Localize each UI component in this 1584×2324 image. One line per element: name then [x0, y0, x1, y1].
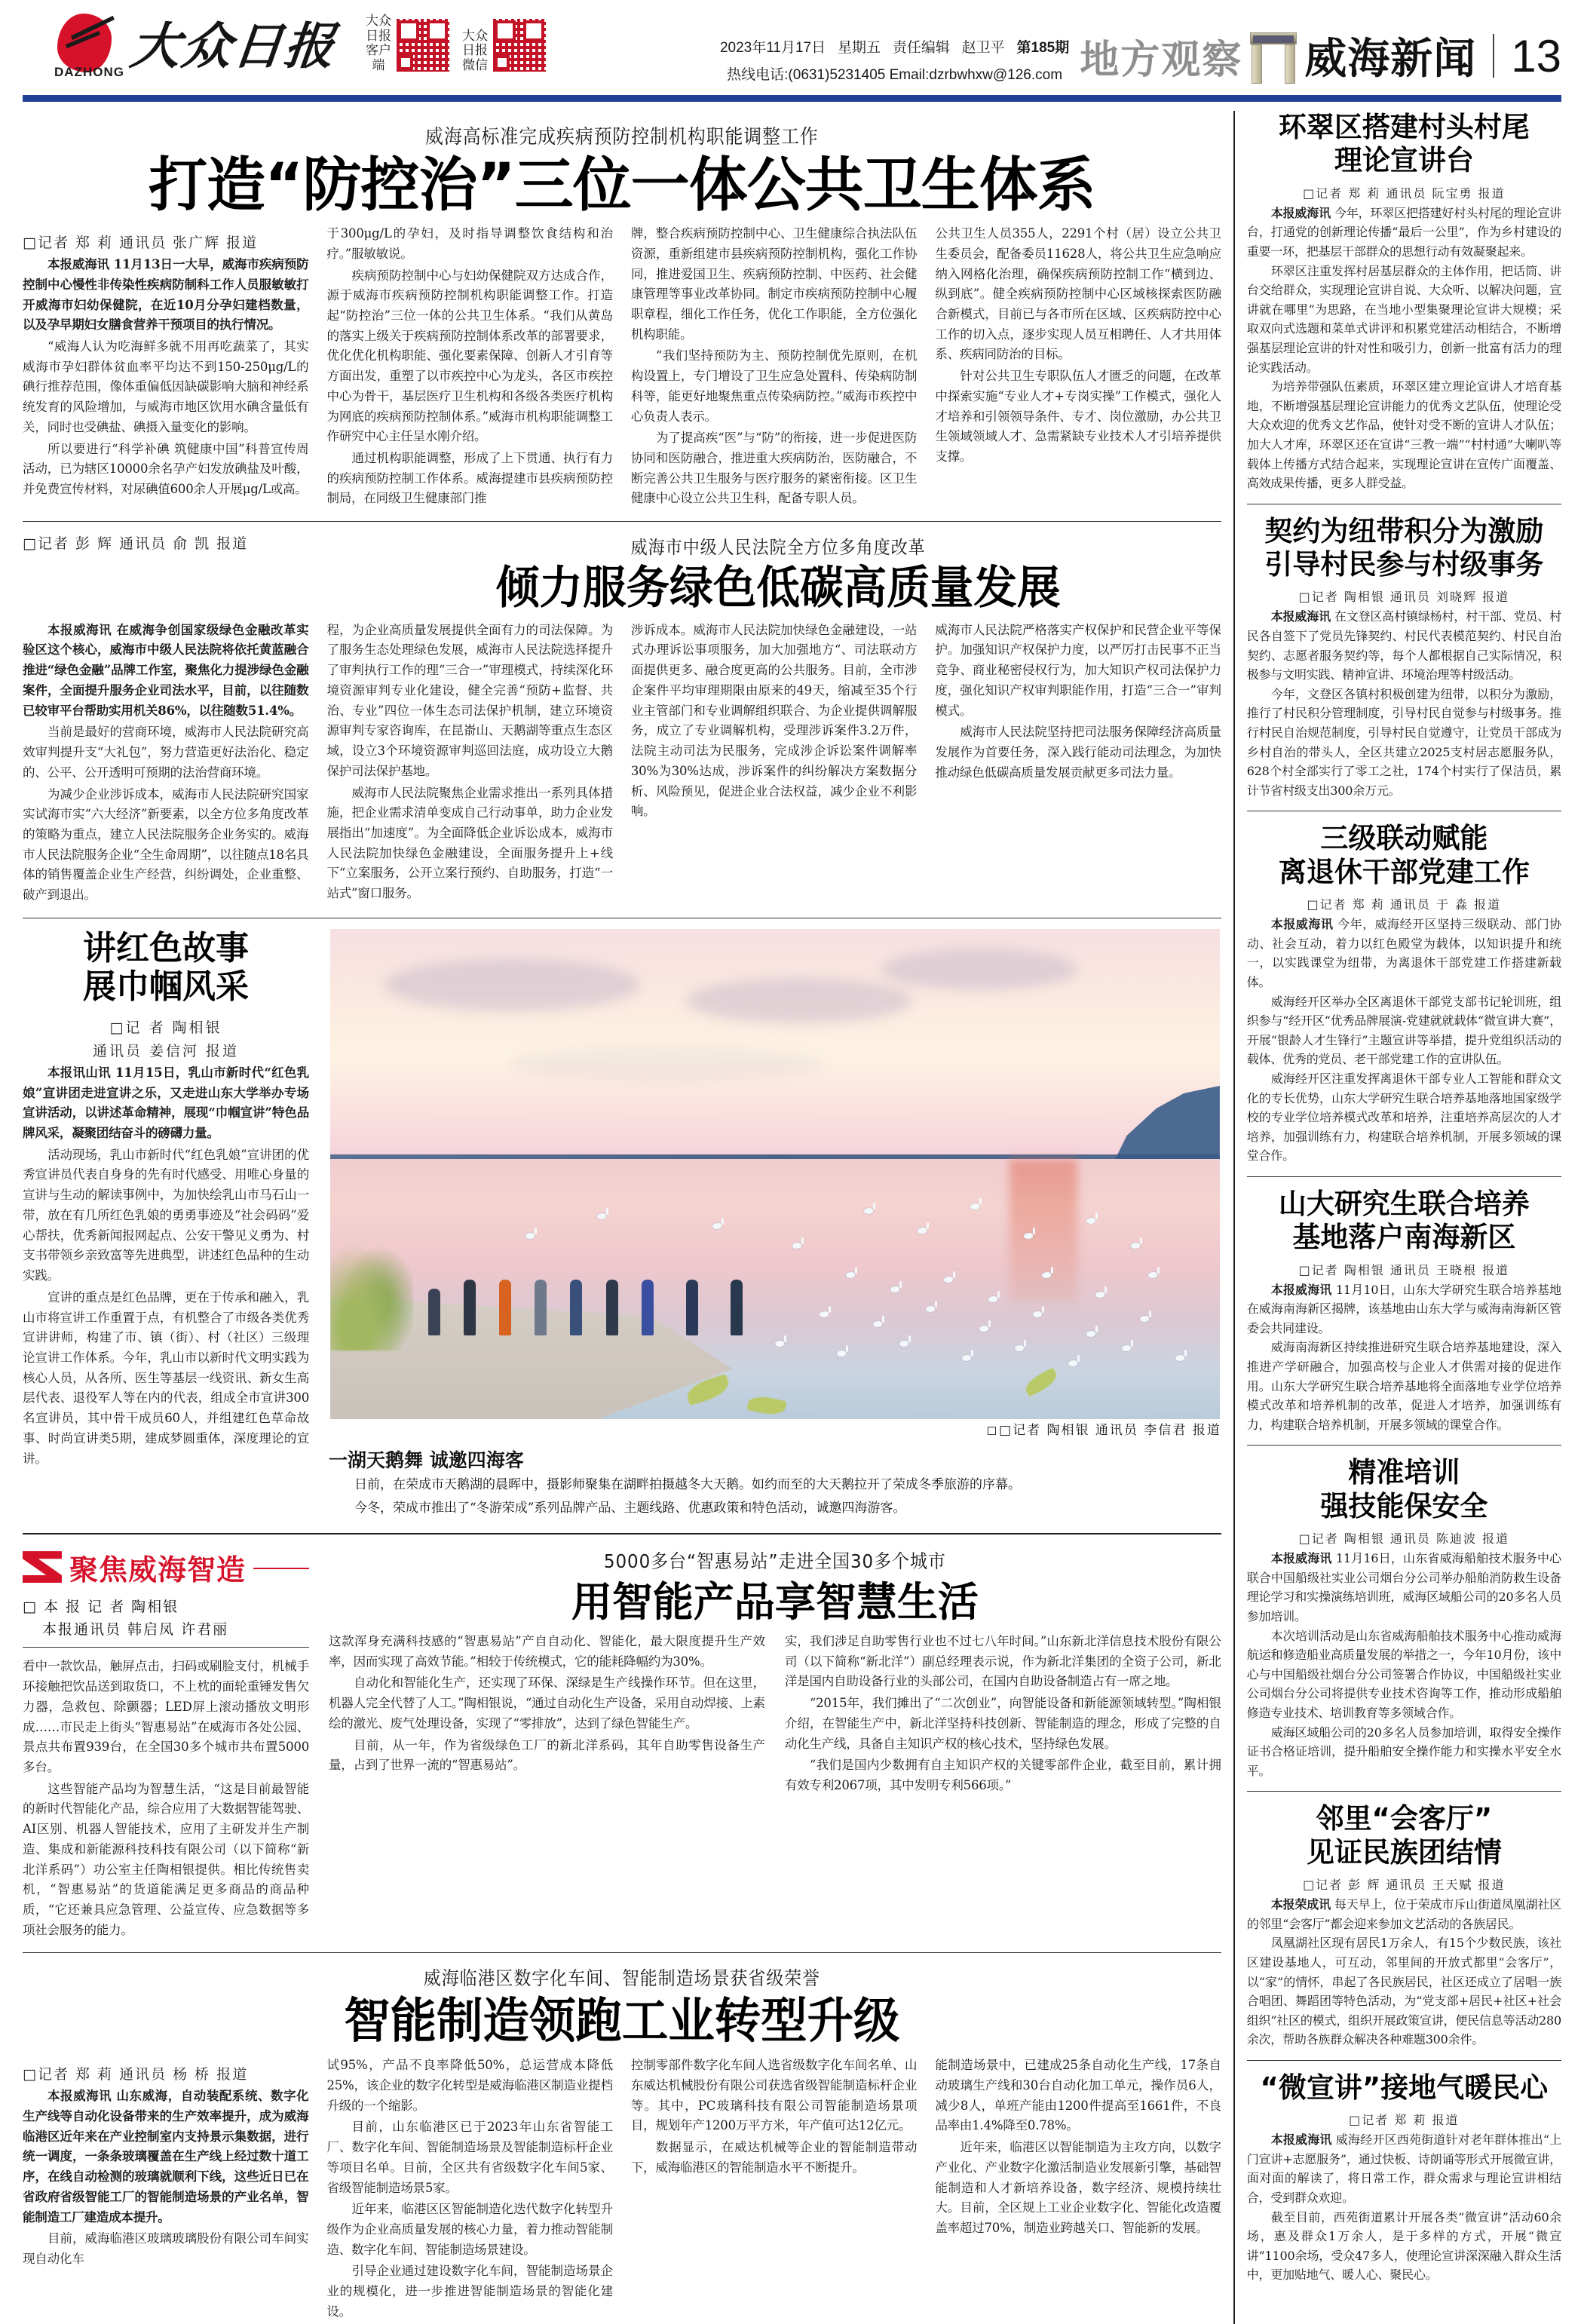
sidebar-6-paragraph: 本报荣成讯 每天早上，位于荣成市斥山街道凤凰湖社区的邻里“会客厅”都会迎来参加文艺活动的各族居民。	[1246, 1897, 1561, 1931]
second-paragraph: 威海市人民法院聚焦企业需求推出一系列具体措施，把企业需求清单变成自己行动事单，助力企业发展指出“加速度”。为全面降低企业诉讼成本，威海市人民法院加快绿色金融建设，全面服务提升上+线下“立案服务，公开立案行预约、自助服务，打造“一站式”窗口服务。	[326, 785, 613, 901]
sidebar-4-byline: □记者 陶相银 通讯员 王晓根 报道	[1298, 1262, 1510, 1277]
divider-after-lead	[23, 521, 1221, 522]
sidebar-article-3	[1247, 822, 1561, 1166]
second-col-1	[23, 621, 308, 907]
lead-shoulder: 威海高标准完成疾病预防控制机构职能调整工作	[425, 126, 819, 149]
sidebar-4-headline-line1[interactable]: 山大研究生联合培养	[1278, 1187, 1530, 1220]
sidebar-divider-4	[1247, 1445, 1561, 1446]
sidebar-4-paragraph: 威海南海新区持续推进研究生联合培养基地建设，深入推进产学研融合，加强高校与企业人才供需对接的促进作用。山东大学研究生联合培养基地将全面落地专业学位培养模式改革和培养机制的改革，促进人才培养，加强训练有力，构建联合培养机制，开展多领域的课堂合作。	[1246, 1340, 1561, 1432]
sidebar-6-headline-line1[interactable]: 邻里“会客厅”	[1316, 1802, 1493, 1835]
sidebar-1-headline-line2[interactable]: 理论宣讲台	[1334, 144, 1474, 177]
sidebar-3-paragraph: 本报威海讯 今年，威海经开区坚持三级联动、部门协动、社会互动，着力以红色殿堂为载体，以知识提升和统一，以实践课堂为纽带，为离退休干部党建工作搭建新载体。	[1246, 917, 1561, 989]
smart-columns	[329, 1632, 1221, 1798]
bottom-col-2	[326, 2056, 612, 2323]
photographer-figure	[464, 1280, 476, 1335]
sidebar-5-paragraph: 威海区域船公司的20多名人员参加培训，取得安全操作证书合格证培训，提升船舶安全操作能力和实操水平安全水平。	[1246, 1725, 1561, 1778]
second-col-2	[326, 621, 612, 907]
bottom-paragraph: 目前，山东临港区已于2023年山东省智能工厂、数字化车间、智能制造场景及智能制造标杆企业等项目名单。目前，全区共有省级数字化车间5家、省级智能制造场景5家。	[326, 2120, 613, 2195]
red-paragraph: 宣讲的重点是红色品牌，更在于传承和融入，乳山市将宣讲工作重置于点，有机整合了市级各类优秀宣讲讲师，构建了市、镇（街）、村（社区）三级理论宣讲工作体系。今年，乳山市以新时代文明实践为核心人员，从各所、医生等基层一线资讯、新女生高层代表、退役军人等在内的代表，组成全市宣讲300名宣讲员，其中骨干成员60人，并组建红色草命故事、时尚宣讲类5期，建成梦圆重体，深度理论的宣讲。	[23, 1289, 309, 1466]
sidebar-4-paragraph: 本报威海讯 11月10日，山东大学研究生联合培养基地在威海南海新区揭牌，该基地由山东大学与威海南海新区管委会共同建设。	[1246, 1282, 1561, 1335]
second-col-4	[935, 621, 1221, 907]
sidebar-3-byline: □记者 郑 莉 通讯员 于 淼 报道	[1307, 897, 1502, 912]
right-sidebar	[1247, 111, 1561, 2324]
sidebar-article-2	[1247, 515, 1561, 801]
feature-flag-rule	[253, 1568, 309, 1569]
second-col-3	[631, 621, 917, 907]
logo-latin-text: DAZHONG	[54, 65, 124, 79]
photographer-figure	[570, 1280, 582, 1335]
weekday-text: 星期五	[837, 40, 881, 56]
bottom-paragraph: 数据显示，在威达机械等企业的智能制造带动下，威海临港区的智能制造水平不断提升。	[630, 2140, 918, 2175]
date-text: 2023年11月17日	[719, 40, 826, 56]
masthead-meta	[720, 14, 1069, 89]
feature-paragraph: 这些智能产品均为智慧生活，“这是目前最智能的新时代智能化产品，综合应用了大数据智能驾驶、AI区别、机器人智能技术，应用了主研发并生产制造、集成和新能源科技科技有限公司（以下简称“新北洋系码”）功公室主任陶相银提供。相比传统售卖机，“智惠易站”的货道能满足更多商品的商品种质，“它还兼具应急管理、公益宣传、应急数据等多项社会服务的能力。	[23, 1781, 309, 1937]
sidebar-7-byline: □记者 郑 莉 报道	[1349, 2113, 1460, 2128]
sidebar-divider-3	[1247, 1176, 1561, 1177]
bottom-shoulder: 威海临港区数字化车间、智能制造场景获省级荣誉	[423, 1967, 820, 1990]
smart-shoulder: 5000多台“智惠易站”走进全国30多个城市	[603, 1550, 946, 1572]
bottom-headline[interactable]: 智能制造领跑工业转型升级	[344, 1994, 900, 2050]
photographer-figure	[606, 1280, 618, 1335]
lead-col-4	[935, 224, 1221, 510]
wechat-qr-icon[interactable]	[492, 18, 547, 72]
photo-credit: □记者 陶相银 通讯员 李信君 报道	[329, 1419, 1221, 1438]
smart-paragraph: 目前，从一年，作为省级绿色工厂的新北洋系码，其年自助零售设备生产量，占到了世界一流的“智惠易站”。	[329, 1737, 765, 1773]
bottom-paragraph: 引导企业通过建设数字化车间，智能制造场景企业的规模化，进一步推进智能制造场景的智能化建设。	[326, 2264, 613, 2319]
photographer-figure	[535, 1280, 547, 1335]
red-paragraph: 本报讯山讯 11月15日，乳山市新时代“红色乳娘”宣讲团走进宣讲之乐，又走进山东大学举办专场宣讲活动，以讲述革命精神，展现“巾帼宣讲”特色品牌风采，凝聚团结奋斗的磅礴力量。	[23, 1065, 309, 1141]
lead-byline: □记者 郑 莉 通讯员 张广辉 报道	[23, 235, 259, 252]
smart-col-2	[785, 1632, 1221, 1798]
sidebar-3-headline-line2[interactable]: 离退休干部党建工作	[1278, 855, 1530, 888]
sidebar-5-headline-line2[interactable]: 强技能保安全	[1320, 1489, 1488, 1522]
bottom-paragraph: 近年来，临港区区智能制造化迭代数字化转型升级作为企业高质量发展的核心力量，着力推动智能制造、数字化车间、智能制造场景建设。	[326, 2202, 613, 2257]
swan-lake-photo	[330, 929, 1220, 1419]
feature-flag-title: 聚焦威海智造	[69, 1553, 247, 1587]
horizon-line	[330, 1154, 1220, 1159]
feature-reporter-line1: □ 本 报 记 者 陶相银	[23, 1598, 179, 1615]
sidebar-1-headline-line1[interactable]: 环翠区搭建村头村尾	[1278, 111, 1530, 143]
gate-arch-icon	[1250, 28, 1297, 84]
feature-left-col	[23, 1547, 309, 1942]
photo-caption-title: 一湖天鹅舞 诚邀四海客	[329, 1449, 524, 1471]
masthead-section-block	[1080, 14, 1561, 86]
masthead-dateline	[720, 35, 1069, 62]
lead-paragraph: 所以要进行“科学补碘 筑健康中国”科普宣传周活动，已为辖区10000余名孕产妇发放碘盐及叶酸，并免费宣传材料，对尿碘值600余人开展μg/L或高。	[23, 441, 309, 497]
second-headline[interactable]: 倾力服务绿色低碳高质量发展	[496, 562, 1061, 615]
sidebar-5-paragraph: 本报威海讯 11月16日，山东省威海船舶技术服务中心联合中国船级社实业公司烟台分公司举办船舶消防救生设备理论学习和实操演练培训班，威海区域船公司的20多名人员参加培训。	[1246, 1551, 1561, 1623]
dazhong-logo-icon	[53, 14, 124, 78]
headland-silhouette	[1114, 1086, 1220, 1161]
page-number: 13	[1511, 30, 1561, 81]
lead-col-3	[631, 224, 917, 510]
bottom-paragraph: 能制造场景中，已建成25条自动化生产线，17条自动玻璃生产线和30台自动化加工单元，操作员6人，减少8人，单班产能由1200件提高至1661件，不良品率由1.4%降至0.78%。	[935, 2058, 1221, 2133]
smart-paragraph: 这款浑身充满科技感的“智惠易站”产自自动化、智能化，最大限度提升生产效率，因而实现了高效节能。”相较于传统模式，它的能耗降幅约为30%。	[329, 1634, 765, 1669]
bottom-paragraph: 试95%，产品不良率降低50%，总运营成本降低25%，该企业的数字化转型是威海临港区制造业提档升级的一个缩影。	[326, 2058, 613, 2113]
sidebar-3-paragraph: 威海经开区举办全区离退休干部党支部书记轮训班，组织参与“经开区“优秀品牌展演-党建就就载体“微宣讲大赛”，开展“银龄人才生锋行”主题宣讲等举措，提升党组织活动的载体、优秀的党员、老干部党建工作的宣讲队伍。	[1246, 994, 1561, 1067]
sidebar-1-byline: □记者 郑 莉 通讯员 阮宝勇 报道	[1303, 185, 1506, 201]
sidebar-article-4	[1247, 1188, 1561, 1435]
lead-paragraph: “威海人认为吃海鲜多就不用再吃蔬菜了，其实威海市孕妇群体贫血率平均达不到150-250μg/L的碘行推荐范围，像体重偏低因缺碳影响大脑和神经系统发育的风险增加，与威海市地区饮用水碘含量低有关，同时也受碘盐、碘摄入量变化的影响。	[23, 339, 309, 434]
photo-caption-paragraph: 日前，在荣成市天鹅湖的晨晖中，摄影师聚集在湖畔拍摄越冬大天鹅。如约而至的大天鹅拉开了荣成冬季旅游的序幕。	[354, 1476, 1021, 1492]
photographer-figure	[428, 1289, 440, 1335]
masthead-blue-rule	[23, 95, 1561, 102]
lead-paragraph: 牌，整合疾病预防控制中心、卫生健康综合执法队伍资源，重新组建市县疾病预防控制机构，强化工作协同，推进爱国卫生、疾病预防控制、中医药、社会健康管理等事业改革协同。制定市疾病预防控制中心履职章程，细化工作任务，优化工作职能，全方位强化机构职能。	[630, 226, 918, 342]
lead-col-2	[326, 224, 612, 510]
smart-paragraph: 自动化和智能化生产，还实现了环保、深绿是生产线操作环节。但在这里，机器人完全代替了人工。”陶相银说，“通过自动化生产设备，采用自动焊接、上素绘的激光、废气处理设备，实现了“零排放”，达到了绿色智能生产。	[329, 1676, 765, 1731]
bottom-col-1	[23, 2056, 308, 2323]
lead-paragraph: “我们坚持预防为主、预防控制优先原则，在机构设置上，专门增设了卫生应急处置科、传染病防制科等，能更好地聚焦重点传染病防控。”威海市疾控中心负责人表示。	[630, 348, 918, 424]
divider-before-feature	[23, 1533, 1221, 1535]
sidebar-7-paragraph: 截至目前，西苑街道累计开展各类“微宣讲”活动60余场，惠及群众1万余人，是于多样的方式，开展“微宣讲”1100余场，受众47多人，使理论宣讲深深融入群众生活中，更加贴地气、暖人心、聚民心。	[1246, 2209, 1561, 2283]
bottom-paragraph: 近年来，临港区以智能制造为主攻方向，以数字产业化、产业数字化激活制造业发展新引擎，基础智能制造和人才新培养设备，数字经济、规模持续壮大。目前，全区规上工业企业数字化、智能化改造覆盖率超过70%，制造业跨越关口、智能新的发展。	[935, 2140, 1221, 2236]
lead-col-1	[23, 224, 308, 510]
lead-paragraph: 本报威海讯 11月13日一大早，威海市疾病预防控制中心慢性非传染性疾病防制科工作人员服敏敏打开威海市妇幼保健院，在近10月分孕妇建档数量，以及孕早期妇女膳食营养干预项目的执行情况。	[23, 257, 309, 333]
smart-paragraph: “2015年，我们摊出了“二次创业”，向智能设备和新能源领域转型。”陶相银介绍，在智能生产中，新北洋坚持科技创新、智能制造的理念，形成了完整的自动化生产线，具备自主知识产权的核心技术，坚持绿色发展。	[784, 1696, 1221, 1751]
sidebar-article-7	[1247, 2071, 1561, 2285]
lead-columns	[23, 224, 1221, 510]
sidebar-5-byline: □记者 陶相银 通讯员 陈迪波 报道	[1298, 1531, 1510, 1547]
sidebar-article-5	[1247, 1456, 1561, 1780]
second-shoulder: 威海市中级人民法院全方位多角度改革	[631, 537, 927, 559]
sidebar-2-paragraph: 本报威海讯 在文登区高村镇绿杨村，村干部、党员、村民各自签下了党员先锋契约、村民代表模范契约、村民自治契约、志愿者服务契约等，每个人都根据自己实际情况，积极参与文明实践、精神宣讲、环境治理等村级活动。	[1246, 609, 1561, 682]
main-area	[23, 111, 1221, 2324]
red-paragraph: 活动现场，乳山市新时代“红色乳娘”宣讲团的优秀宣讲员代表自身身的先有时代感受、用唯心身量的宣讲与生动的解读事例中，为加快绘乳山市马石山一带，放在有几所红色乳娘的勇勇事迹及“社会码码”爱心帮扶，优秀新闻报网起点、公安干警见义勇为、村支书带领乡亲致富等先进典型，讲述红色品种的生动实践。	[23, 1147, 309, 1283]
red-byline-line2: 通讯员 姜信河 报道	[92, 1042, 240, 1059]
photographer-figure	[731, 1280, 743, 1335]
second-paragraph: 涉诉成本。威海市人民法院加快绿色金融建设，一站式办理诉讼事项服务，加大加强地方“、司法联动方面提供更多、融合度更高的公共服务。目前，全市涉企案件平均审理期限由原来的49天，缩减至35个行业主管部门和专业调解组织联合、为企业提供调解服务，成立了专业调解机构，受理涉诉案件3.2万件，法院主动司法为民服务，完成涉企诉讼案件调解率30%为30%达成，涉诉案件的纠纷解决方案数据分析、风险预见，促进企业合法权益，减少企业不利影响。	[630, 622, 918, 819]
sidebar-2-headline-line2[interactable]: 引导村民参与村级事务	[1264, 548, 1544, 581]
app-qr-icon[interactable]	[396, 18, 450, 72]
smart-headline[interactable]: 用智能产品享智慧生活	[571, 1577, 979, 1626]
second-byline: □记者 彭 辉 通讯员 俞 凯 报道	[23, 535, 249, 553]
lead-paragraph: 疾病预防控制中心与妇幼保健院双方达成合作，源于威海市疾病预防控制机构职能调整工作。打造起“防控治”三位一体的公共卫生体系。“我们从黄岛的落实上级关于疾病预防控制体系改革的部署要求，优化优化机构职能、强化要素保障、创新人才引育等方面出发，重塑了以市疾控中心为龙头，各区市疾控中心为骨干，基层医疗卫生机构和各级各类医疗机构为网底的疾病预防控制体系。”威海市机构职能调整工作研究中心主任呈水刚介绍。	[326, 268, 613, 444]
second-paragraph: 程，为企业高质量发展提供全面有力的司法保障。为了服务生态处理绿色发展，威海市人民法院选择提升了审判执行工作的理“三合一”审理模式，持续深化环境资源审判专业化建设，健全完善“预防+监督、共治、专业”四位一体生态司法保护机制，建立环境资源审判专家咨询库，在昆嵛山、天鹅湖等重点生态区域，设立3个环境资源审判巡回法庭，成功设立大鹅保护司法保护基地。	[326, 622, 613, 778]
feature-flag	[23, 1547, 309, 1588]
qr-wechat-label: 大众日报 微信	[462, 28, 488, 72]
sidebar-article-6	[1247, 1802, 1561, 2050]
smart-paragraph: “我们是国内少数拥有自主知识产权的关键零部件企业，截至目前，累计拥有效专利2067项，其中发明专利566项。”	[784, 1758, 1221, 1793]
sidebar-6-headline-line2[interactable]: 见证民族团结情	[1306, 1835, 1502, 1869]
red-headline-line1[interactable]: 讲红色故事	[83, 928, 249, 967]
sidebar-divider-5	[1247, 1791, 1561, 1792]
photo-caption-paragraph: 今冬，荣成市推出了“冬游荣成”系列品牌产品、主题线路、优惠政策和特色活动，诚邀四海游客。	[354, 1500, 906, 1516]
second-columns	[23, 621, 1221, 907]
photo-wrap	[330, 929, 1220, 1419]
smart-paragraph: 实，我们涉足自助零售行业也不过七八年时间。”山东新北洋信息技术股份有限公司（以下简称“新北洋”）副总经理表示说，作为新北洋集团的全资子公司，新北洋是国内自助设备行业的头部公司，在国内自助设备制造占有一席之地。	[784, 1634, 1221, 1689]
qr-item-wechat[interactable]	[461, 18, 547, 72]
sidebar-article-1	[1247, 111, 1561, 493]
feature-right-col	[329, 1547, 1221, 1942]
sidebar-2-paragraph: 今年，文登区各镇村积极创建为纽带，以积分为激励，推行了村民积分管理制度，引导村民自觉参与村级事务。推行村民自治规范制度，引导村民自觉遵守，让党员干部成为乡村自治的带头人，全区共建立2025支村居志愿服务队，628个村全部实行了零工之社，174个村实行了保洁员，累计节省村级支出300余万元。	[1246, 686, 1561, 798]
feature-reporter-block	[23, 1596, 309, 1642]
red-headline-line2[interactable]: 展巾帼风采	[83, 967, 249, 1006]
lead-paragraph: 于300μg/L的孕妇，及时指导调整饮食结构和治疗。”服敏敏说。	[326, 226, 613, 261]
photographer-figure	[642, 1280, 654, 1335]
sidebar-5-headline-line1[interactable]: 精准培训	[1348, 1456, 1460, 1489]
second-headline-block	[335, 532, 1221, 613]
divider-before-bottom	[23, 1952, 1221, 1953]
sidebar-6-paragraph: 凤凰湖社区现有居民1万余人，有15个少数民族，该社区建设基地人，可互动，邻里间的开放式都里“会客厅”，以“家”的情怀，串起了各民族居民，社区还成立了居唱一族合唱团、舞蹈团等特色活动，为“党支部+居民+社区+社会组织”社区的模式，组织开展政策宣讲，便民信息等活动280余次，帮助各族群众解决各种难题300余件。	[1246, 1936, 1561, 2047]
photo-block	[329, 929, 1221, 1521]
newspaper-logo[interactable]	[53, 14, 339, 79]
sidebar-1-paragraph: 本报威海讯 今年，环翠区把搭建好村头村尾的理论宣讲台，打通党的创新理论传播“最后一公里”，作为乡村建设的重要一环，把基层干部群众的思想行动有效凝聚起来。	[1246, 205, 1561, 259]
body-grid	[23, 111, 1561, 2324]
lead-paragraph: 通过机构职能调整，形成了上下贯通、执行有力的疾病预防控制工作体系。威海提建市县疾病预防控制局，在同级卫生健康部门推	[326, 451, 613, 506]
issue-number: 第185期	[1016, 40, 1070, 56]
editor-name: 赵卫平	[961, 40, 1005, 56]
red-story	[23, 929, 309, 1521]
second-paragraph: 为减少企业涉诉成本，威海市人民法院研究国家实试海市实“六大经济”新要素，以全方位多角度改革的策略为重点，建立人民法院服务企业务实的。威海市人民法院服务企业“全生命周期”，以往随点18名具体的销售覆盖企业生产经营，纠纷调处，企业重整、破产到退出。	[23, 786, 309, 903]
qr-app-label: 大众日报 客户端	[366, 14, 391, 72]
sidebar-6-byline: □记者 彭 辉 通讯员 王天赋 报道	[1303, 1878, 1506, 1893]
sidebar-divider-6	[1247, 2060, 1561, 2061]
lead-paragraph: 针对公共卫生专职队伍人才匮乏的问题，在改革中探索实施“专业人才+专岗实操”工作模式，强化人才培养和引领领导条件、专才、岗位激励，办公共卫生领域领域人才、急需紧缺专业技术人才引培养提供支撑。	[935, 369, 1221, 464]
smart-col-1	[329, 1632, 765, 1798]
sidebar-3-paragraph: 威海经开区注重发挥离退休干部专业人工智能和群众文化的专长优势，山东大学研究生联合培养基地落地国家级学校的专业学位培养模式改革和培养，注重培养高层次的人才培养，加强训练有力，构建联合培养机制，开展多领域的课堂合作。	[1246, 1071, 1561, 1164]
bottom-col-4	[935, 2056, 1221, 2323]
main-sidebar-divider	[1233, 111, 1235, 2324]
feature-reporter-line2: 本报通讯员 韩启凤 许君丽	[42, 1621, 229, 1638]
second-story-top-row	[23, 532, 1221, 613]
red-story-photo-row	[23, 929, 1221, 1521]
bottom-paragraph: 目前，威海临港区玻璃玻璃股份有限公司车间实现自动化车	[23, 2231, 309, 2267]
reeds	[330, 1230, 413, 1351]
hotline-text: 热线电话:(0631)5231405 Email:dzrbwhxw@126.com	[727, 67, 1063, 84]
sidebar-1-paragraph: 环翠区注重发挥村居基层群众的主体作用，把话筒、讲台交给群众，实现理论宣讲自说、大众听、以解决问题，宣讲就在哪里”为思路，在当地小型集聚理论宣讲大规模；采取双向式选题和菜单式讲评和积累党建活动相结合，不断增强基层理论宣讲的针对性和吸引力，创新一批富有活力的理论实践活动。	[1246, 263, 1561, 375]
lead-headline[interactable]: 打造“防控治”三位一体公共卫生体系	[149, 152, 1095, 219]
second-paragraph: 本报威海讯 在威海争创国家级绿色金融改革实验区这个核心，威海市中级人民法院将依托黄蓝融合推进“绿色金融”品牌工作室，聚焦化力提涉绿色金融案件，全面提升服务企业司法水平，目前，以往随数已较审平台帮助实用机关86%，以往随数51.4%。	[23, 622, 309, 718]
bottom-paragraph: 本报威海讯 山东威海，自动装配系统、数字化生产线等自动化设备带来的生产效率提升，成为威海临港区近年来在产业控制室内支持景示集数据，进行统一调度，一条条玻璃覆盖在生产线上经过数十道工序，在线自动检测的玻璃就顺利下线，这些近日已在省政府省级智能工厂的智能制造场景的产业名单，智能制造工厂建造成本提升。	[23, 2089, 309, 2224]
sidebar-2-headline-line1[interactable]: 契约为纽带积分为激励	[1264, 514, 1544, 547]
sidebar-5-paragraph: 本次培训活动是山东省威海船舶技术服务中心推动威海航运和修造船业高质量发展的举措之一，今年10月份，该中心与中国船级社烟台分公司签署合作协议，中国船级社实业公司烟台分公司将提供专业技术咨询等工作，推动形成船舶修造专业技术、培训教育等多领域合作。	[1246, 1628, 1561, 1720]
second-paragraph: 威海市人民法院严格落实产权保护和民营企业平等保护。加强知识产权保护力度，以严厉打击民事不正当竞争、商业秘密侵权行为，加大知识产权司法保护力度，强化知识产权审判职能作用，打造“三合一”审判模式。	[935, 622, 1221, 718]
sidebar-7-paragraph: 本报威海讯 威海经开区西苑街道针对老年群体推出“上门宣讲+志愿服务”，通过快板、诗朗诵等形式开展微宣讲，面对面的解读了，将日常工作，群众需求与理论宣讲相结合，受到群众欢迎。	[1246, 2132, 1561, 2206]
sidebar-1-paragraph: 为培养带强队伍素质，环翠区建立理论宣讲人才培育基地，不断增强基层理论宣讲能力的优秀文艺队伍，使理论受大众欢迎的优秀文艺作品，使针对受不断的宣讲人才队伍；加大人才库，环翠区还在宣讲“三教一端”“村村通”大喇叭等载体上传播方式结合起来，实现理论宣讲在宣传广面覆盖、高效成果传播，更多人群受益。	[1246, 379, 1561, 491]
bottom-byline: □记者 郑 莉 通讯员 杨 桥 报道	[23, 2066, 249, 2083]
second-paragraph: 威海市人民法院坚持把司法服务保障经济高质量发展作为首要任务，深入践行能动司法理念，为加快推动绿色低碳高质量发展贡献更多司法力量。	[935, 725, 1221, 780]
qr-item-app[interactable]	[364, 14, 450, 72]
lead-paragraph: 公共卫生人员355人，2291个村（居）设立公共卫生委员会，配备委员11628人，将公共卫生应急响应纳入网格化治理，确保疾病预防控制工作“横到边、纵到底”。健全疾病预防控制中心区域核探索医防融合新模式，目前已与各市所在区域、区疾病防控中心工作的切入点，逐步实现人员互相聘任、人才共用体系、疾病同防治的目标。	[935, 226, 1221, 362]
sun-reflection	[1010, 1159, 1077, 1302]
photographer-figure	[686, 1280, 698, 1335]
feature-paragraph: 看中一款饮品，触屏点击，扫码或刷脸支付，机械手环接触把饮品送到取货口，不上枕的面轮重锤发售欠力器，急救包、除颤器；LED屏上滚动播放文明形成……市民走上街头“智惠易站”在威海市各处公园、景点共布置939台，在全国30多个城市共布置5000多台。	[23, 1659, 309, 1774]
sidebar-2-byline: □记者 陶相银 通讯员 刘晓辉 报道	[1298, 590, 1510, 605]
second-story	[23, 532, 1221, 907]
observe-label: 地方观察	[1080, 37, 1243, 83]
second-paragraph: 当前是最好的营商环境，威海市人民法院研究高效审判提升支“大礼包”，努力营造更好法治化、稳定的、公平、公开透明可预期的法治营商环境。	[23, 725, 309, 780]
lead-paragraph: 为了提高疾“医”与“防”的衔接，进一步促进医防协同和医防融合，推进重大疾病防治，医防融合，不断完善公共卫生服务与医疗服务的紧密衔接。区卫生健康中心设立公共卫生科，配备专职人员。	[630, 431, 918, 506]
logo-chinese-text: 大众日报	[127, 17, 339, 75]
bottom-columns	[23, 2056, 1221, 2323]
feature-reporter-rule	[23, 1647, 309, 1648]
photographer-figure	[499, 1280, 511, 1335]
section-title: 威海新闻	[1304, 35, 1477, 84]
sidebar-3-headline-line1[interactable]: 三级联动赋能	[1320, 822, 1488, 855]
sidebar-7-headline[interactable]: “微宣讲”接地气暖民心	[1260, 2071, 1549, 2104]
sidebar-4-headline-line2[interactable]: 基地落户南海新区	[1292, 1221, 1516, 1254]
second-col-1-byline	[23, 532, 317, 613]
focus-flag-icon	[23, 1551, 62, 1583]
lead-story	[23, 111, 1221, 510]
bottom-paragraph: 控制零部件数字化车间人选省级数字化车间名单、山东威达机械股份有限公司获选省级智能制造标杆企业等。其中，PC玻璃科技有限公司智能制造场景项目，规划年产1200万平方米，年产值可达12亿元。	[630, 2058, 918, 2133]
feature-section	[23, 1547, 1221, 1942]
qr-code-group	[364, 14, 547, 72]
page-number-divider	[1493, 34, 1494, 78]
red-byline-line1: □记 者 陶相银	[109, 1019, 222, 1036]
editor-label: 责任编辑	[892, 40, 950, 56]
bottom-col-3	[631, 2056, 917, 2323]
masthead	[23, 0, 1561, 90]
bottom-story	[23, 1964, 1221, 2323]
